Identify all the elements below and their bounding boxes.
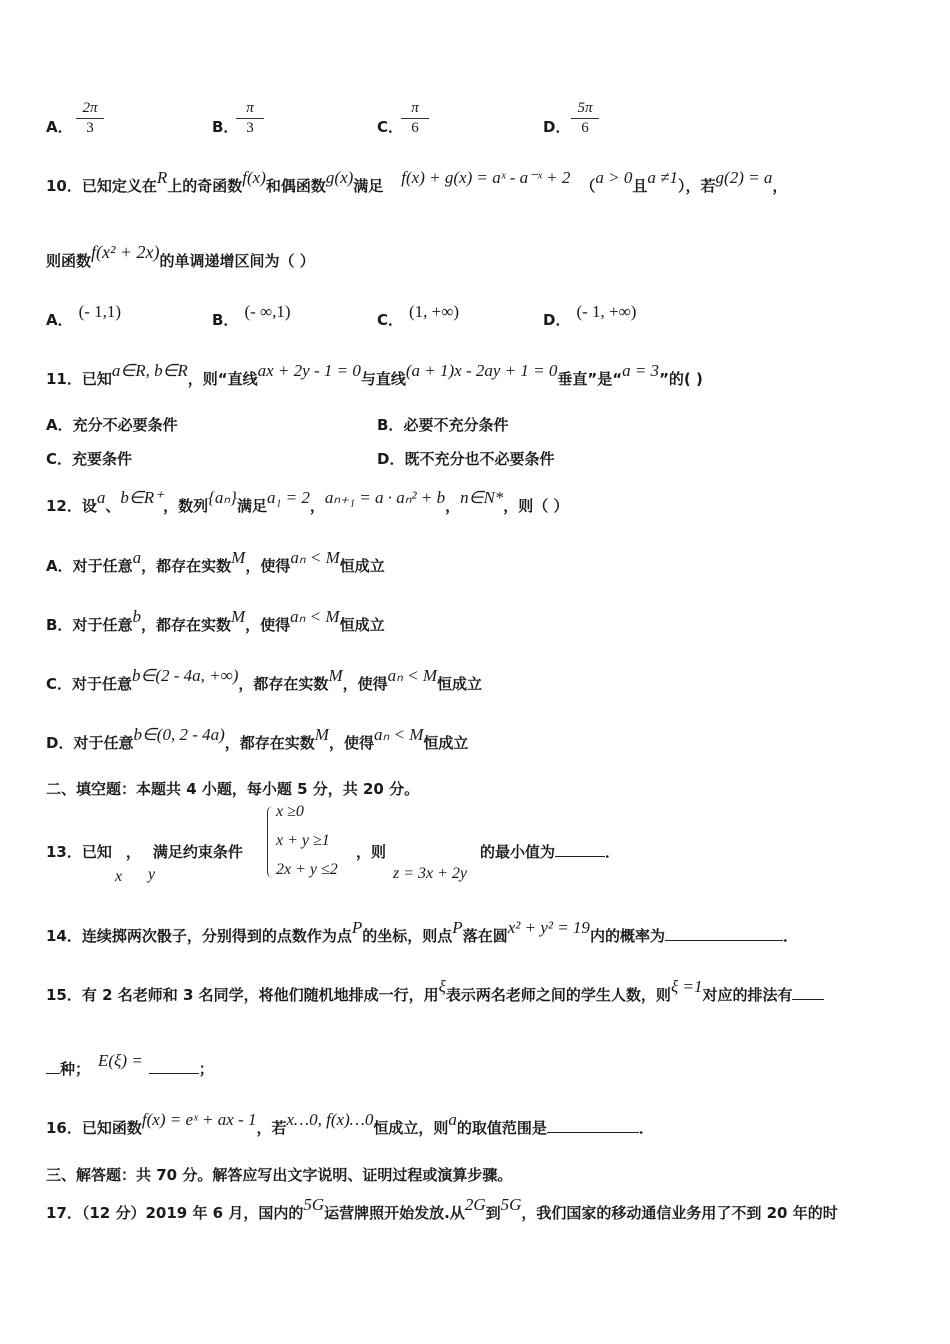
q11-text-4: 垂直”是“ — [557, 370, 623, 388]
q11-option-b-text: 必要不充分条件 — [403, 416, 509, 434]
q14-text-4: 内的概率为 — [589, 927, 665, 945]
q10-text-5: （ — [580, 177, 596, 195]
q15-text-1: 有 2 名老师和 3 名同学，将他们随机地排成一行，用 — [81, 986, 439, 1004]
q12-number: 12． — [46, 497, 82, 515]
q12-option-b-text-2: ，都存在实数 — [140, 616, 231, 634]
q12-option-c-math-2: M — [328, 666, 343, 685]
q12-option-c-math-3: aₙ < M — [387, 666, 438, 685]
q12-option-c-text-3: ，使得 — [342, 675, 388, 693]
q12-text-3: ，数列 — [163, 497, 209, 515]
q12-text-5: ， — [309, 497, 325, 515]
q10-option-c — [377, 302, 460, 330]
q12-option-a-text-1: 对于任意 — [72, 557, 133, 575]
q17-math-1: 5G — [303, 1195, 325, 1214]
q10-text-7: ），若 — [678, 177, 716, 195]
q11-math-3: (a + 1)x - 2ay + 1 = 0 — [405, 361, 558, 380]
q12-option-a-math-3: aₙ < M — [290, 548, 340, 567]
q12-stem — [46, 488, 569, 516]
q10-text-1: 已知定义在 — [81, 177, 157, 195]
q12-option-d-text-3: ，使得 — [328, 734, 374, 752]
q10-text-6: 且 — [632, 177, 648, 195]
q16-stem — [46, 1110, 654, 1138]
q11-text-2: ，则“直线 — [187, 370, 258, 388]
q12-text-1: 设 — [81, 497, 97, 515]
q10-math-5: a > 0 — [595, 168, 633, 187]
q12-option-c-text-1: 对于任意 — [72, 675, 133, 693]
q13-constraint-2: x + y ≥1 — [276, 832, 330, 849]
q14-text-5: ． — [782, 927, 798, 945]
q12-option-b-text-1: 对于任意 — [72, 616, 133, 634]
q16-answer-blank — [547, 1118, 639, 1133]
q12-option-b-math-1: b — [132, 607, 141, 626]
q11-text-1: 已知 — [81, 370, 112, 388]
q17-math-3: 5G — [500, 1195, 522, 1214]
q16-text-2: ，若 — [256, 1119, 287, 1137]
q9-option-d-label: D． — [543, 118, 571, 136]
q14-text-1: 连续掷两次骰子，分别得到的点数作为点 — [81, 927, 352, 945]
q17-math-2: 2G — [464, 1195, 486, 1214]
q16-number: 16． — [46, 1119, 82, 1137]
q11-number: 11． — [46, 370, 82, 388]
q11-option-d-label: D． — [377, 450, 405, 468]
q10-text-3: 和偶函数 — [265, 177, 326, 195]
q12-option-d-text-1: 对于任意 — [73, 734, 134, 752]
q10-option-a-label: A． — [46, 311, 73, 329]
q13-text-1: 已知 — [81, 843, 112, 861]
q12-option-d-math-2: M — [314, 725, 329, 744]
q17-number: 17． — [46, 1204, 82, 1222]
q11-option-a — [46, 414, 178, 435]
q15-answer-blank-2 — [149, 1059, 199, 1074]
q14-stem — [46, 918, 798, 946]
q15-answer-blank-1 — [792, 985, 824, 1000]
q16-text-5: ． — [638, 1119, 654, 1137]
q10-math-3: g(x) — [325, 168, 354, 187]
q10-option-a-math: (- 1,1) — [78, 302, 122, 321]
q13-text-4: 的最小值为 — [480, 843, 556, 861]
q13-var-x: x — [115, 868, 123, 885]
q12-option-c-label: C． — [46, 675, 73, 693]
q17-stem — [46, 1195, 838, 1223]
q14-math-1: P — [351, 918, 363, 937]
q13-number: 13． — [46, 843, 82, 861]
q12-option-b — [46, 607, 385, 635]
q12-option-a-text-2: ，都存在实数 — [141, 557, 232, 575]
q13-stem-right — [356, 841, 386, 862]
q10-line2-text-2: 的单调递增区间为（ ） — [159, 252, 315, 270]
q9-option-c-label: C． — [377, 118, 404, 136]
q12-option-a-text-4: 恒成立 — [339, 557, 385, 575]
q11-option-c-text: 充要条件 — [72, 450, 133, 468]
q12-option-a-text-3: ，使得 — [245, 557, 291, 575]
q10-option-c-label: C． — [377, 311, 404, 329]
q17-text-1: （12 分）2019 年 6 月，国内的 — [81, 1204, 304, 1222]
q14-math-3: x² + y² = 19 — [507, 918, 590, 937]
q12-option-a-label: A． — [46, 557, 73, 575]
q12-option-a — [46, 548, 385, 576]
q15-math-2: ξ =1 — [670, 977, 703, 996]
q11-option-b — [377, 414, 508, 435]
q12-option-c — [46, 666, 483, 694]
q9-option-a-den: 3 — [86, 120, 94, 136]
q10-math-1: R — [156, 168, 168, 187]
q15-text-2: 表示两名老师之间的学生人数，则 — [445, 986, 671, 1004]
q10-option-c-math: (1, +∞) — [409, 302, 460, 321]
q13-objective: z = 3x + 2y — [393, 865, 468, 882]
q12-option-d-text-4: 恒成立 — [423, 734, 469, 752]
q9-option-c-fraction — [401, 100, 429, 137]
q16-text-4: 的取值范围是 — [456, 1119, 547, 1137]
q10-line2-math: f(x² + 2x) — [91, 242, 160, 262]
q13-text-2: 满足约束条件 — [152, 843, 243, 861]
q10-option-d-label: D． — [543, 311, 571, 329]
q17-text-2: 运营牌照开始发放.从 — [324, 1204, 465, 1222]
q9-option-a-num: 2π — [76, 100, 104, 119]
q9-option-b-den: 3 — [246, 120, 254, 136]
q9-option-a-label: A． — [46, 118, 73, 136]
q15-text-3: 对应的排法有 — [702, 986, 793, 1004]
q11-text-3: 与直线 — [360, 370, 406, 388]
q9-option-c-den: 6 — [411, 120, 419, 136]
q11-option-d — [377, 448, 554, 469]
q15-answer-blank-1-cont — [46, 1059, 60, 1074]
q16-math-3: a — [448, 1110, 457, 1129]
q12-option-d-label: D． — [46, 734, 74, 752]
q10-option-a — [46, 302, 122, 330]
q17-text-4: ，我们国家的移动通信业务用了不到 20 年的时 — [521, 1204, 838, 1222]
q9-option-d-fraction — [571, 100, 599, 137]
section-2-heading: 二、填空题：本题共 4 小题，每小题 5 分，共 20 分。 — [46, 780, 420, 798]
q12-option-b-label: B． — [46, 616, 73, 634]
q16-math-2: x…0, f(x)…0 — [286, 1110, 374, 1129]
q16-text-1: 已知函数 — [81, 1119, 142, 1137]
q12-option-c-text-2: ，都存在实数 — [238, 675, 329, 693]
q13-text-3: ，则 — [356, 843, 387, 861]
q10-text-4: 满足 — [353, 177, 384, 195]
q13-stem-tail — [480, 841, 620, 862]
q12-math-4: a₁ = 2 — [266, 488, 310, 507]
q12-option-d-math-1: b∈(0, 2 - 4a) — [133, 725, 225, 744]
section-3-heading: 三、解答题：共 70 分。解答应写出文字说明、证明过程或演算步骤。 — [46, 1166, 513, 1184]
q9-option-b-label: B． — [212, 118, 239, 136]
q15-line2-text-2: ； — [198, 1060, 214, 1078]
q12-option-c-math-1: b∈(2 - 4a, +∞) — [132, 666, 239, 685]
q12-math-3: {aₙ} — [208, 488, 237, 507]
q16-math-1: f(x) = eˣ + ax - 1 — [141, 1110, 257, 1129]
q13-text-5: ． — [605, 843, 621, 861]
q9-option-b-fraction — [236, 100, 264, 137]
q14-text-2: 的坐标，则点 — [362, 927, 453, 945]
q12-option-b-text-3: ，使得 — [245, 616, 291, 634]
q12-text-2: 、 — [105, 497, 121, 515]
q12-math-6: n∈N* — [460, 488, 504, 507]
q12-option-c-text-4: 恒成立 — [437, 675, 483, 693]
q12-option-d — [46, 725, 469, 753]
q15-line2-text-1: 种； — [60, 1060, 91, 1078]
q12-math-2: b∈R⁺ — [120, 488, 164, 507]
q11-math-2: ax + 2y - 1 = 0 — [257, 361, 361, 380]
q13-constraint-1: x ≥0 — [276, 803, 304, 820]
q11-math-4: a = 3 — [622, 361, 660, 380]
q16-text-3: 恒成立，则 — [373, 1119, 449, 1137]
q10-number: 10． — [46, 177, 82, 195]
q13-stem — [46, 841, 243, 862]
q17-text-3: 到 — [485, 1204, 501, 1222]
q15-math-1: ξ — [438, 977, 446, 996]
q11-option-a-label: A． — [46, 416, 73, 434]
q12-math-5: aₙ₊₁ = a · aₙ² + b — [324, 488, 446, 507]
q10-option-d — [543, 302, 637, 330]
q11-option-a-text: 充分不必要条件 — [72, 416, 178, 434]
q12-text-6: ， — [445, 497, 461, 515]
q12-text-7: ，则（ ） — [503, 497, 569, 515]
q13-text-1b: ， — [125, 843, 141, 861]
q12-option-b-math-2: M — [230, 607, 246, 626]
q15-stem-line-2 — [46, 1051, 214, 1079]
q14-answer-blank — [665, 926, 783, 941]
q11-text-5: ”的( ) — [659, 370, 703, 388]
q10-math-6: a ≠1 — [647, 168, 679, 187]
q12-option-a-math-1: a — [132, 548, 142, 567]
q15-stem — [46, 977, 824, 1005]
q12-option-d-math-3: aₙ < M — [373, 725, 424, 744]
q13-constraint-3: 2x + y ≤2 — [276, 861, 338, 878]
q10-option-b-math: (- ∞,1) — [244, 302, 291, 321]
q10-math-7: g(2) = a — [715, 168, 773, 187]
q12-option-d-text-2: ，都存在实数 — [224, 734, 315, 752]
q9-option-b-num: π — [236, 100, 264, 119]
q10-math-2: f(x) — [242, 168, 266, 187]
q11-stem — [46, 361, 703, 389]
q14-math-2: P — [452, 918, 463, 937]
q9-option-d-den: 6 — [581, 120, 589, 136]
q11-option-b-label: B． — [377, 416, 404, 434]
q10-option-b — [212, 302, 291, 330]
q10-option-b-label: B． — [212, 311, 239, 329]
q11-option-d-text: 既不充分也不必要条件 — [404, 450, 555, 468]
q14-number: 14． — [46, 927, 82, 945]
q10-stem — [46, 168, 788, 196]
q15-number: 15． — [46, 986, 82, 1004]
q13-system-brace — [267, 806, 275, 878]
q13-var-y: y — [148, 866, 156, 883]
q9-option-a-fraction — [76, 100, 104, 137]
q10-stem-line-2 — [46, 242, 315, 271]
q9-option-d-num: 5π — [571, 100, 599, 119]
q12-option-b-math-3: aₙ < M — [290, 607, 340, 626]
q10-text-2: 上的奇函数 — [167, 177, 243, 195]
q14-text-3: 落在圆 — [462, 927, 508, 945]
q12-option-a-math-2: M — [231, 548, 246, 567]
q12-option-b-text-4: 恒成立 — [339, 616, 385, 634]
q9-option-c-num: π — [401, 100, 429, 119]
q12-math-1: a — [96, 488, 106, 507]
q11-math-1: a∈R, b∈R — [111, 361, 188, 380]
q10-text-8: ， — [772, 177, 788, 195]
q10-option-d-math: (- 1, +∞) — [576, 302, 637, 321]
q15-line2-math: E(ξ) = — [98, 1051, 143, 1070]
q11-option-c-label: C． — [46, 450, 73, 468]
q12-text-4: 满足 — [236, 497, 267, 515]
q13-answer-blank — [555, 842, 605, 857]
q10-line2-text-1: 则函数 — [46, 252, 92, 270]
q11-option-c — [46, 448, 132, 469]
q10-math-4: f(x) + g(x) = aˣ - a⁻ˣ + 2 — [401, 168, 571, 187]
